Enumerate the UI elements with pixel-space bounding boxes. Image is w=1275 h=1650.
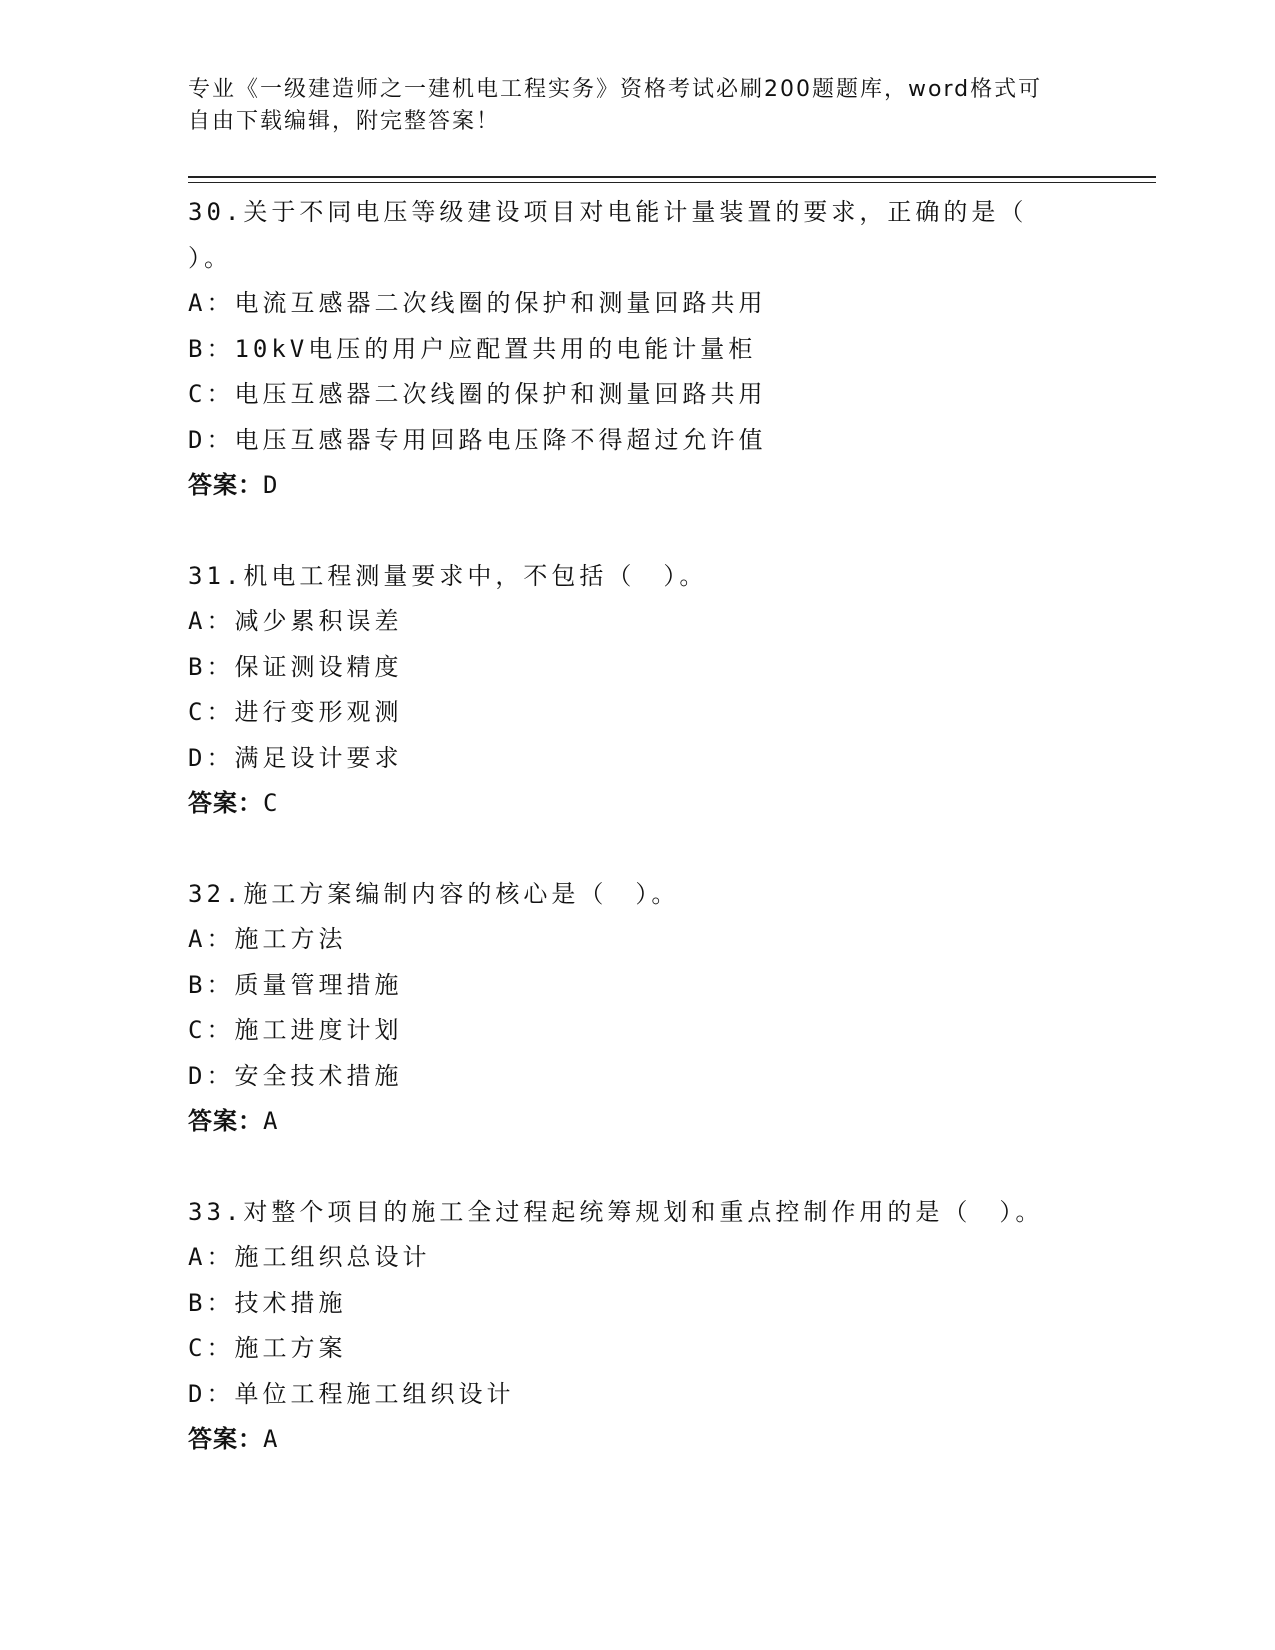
answer-label: 答案： xyxy=(188,471,263,499)
answer-label: 答案： xyxy=(188,789,263,817)
answer-value: A xyxy=(263,1107,279,1135)
question-32 xyxy=(188,872,1088,1145)
option-a: A：施工方法 xyxy=(188,925,347,953)
option-a: A：施工组织总设计 xyxy=(188,1243,431,1271)
option-d: D：安全技术措施 xyxy=(188,1061,403,1090)
answer-value: C xyxy=(263,789,279,817)
option-d: D：电压互感器专用回路电压降不得超过允许值 xyxy=(188,425,767,454)
question-title: 31.机电工程测量要求中，不包括（ ）。 xyxy=(188,561,708,590)
question-title: 32.施工方案编制内容的核心是（ ）。 xyxy=(188,879,680,908)
question-31 xyxy=(188,554,1088,827)
option-d: D：单位工程施工组织设计 xyxy=(188,1379,515,1408)
answer-value: A xyxy=(263,1425,279,1453)
option-d: D：满足设计要求 xyxy=(188,743,403,772)
question-title: 30.关于不同电压等级建设项目对电能计量装置的要求，正确的是（ xyxy=(188,198,1028,226)
question-spacer xyxy=(188,827,1088,872)
question-spacer xyxy=(188,509,1088,554)
header-divider-thin xyxy=(188,182,1156,183)
option-b: B：质量管理措施 xyxy=(188,970,403,999)
answer-value: D xyxy=(263,471,279,499)
answer-line xyxy=(188,781,1088,827)
option-c: C：进行变形观测 xyxy=(188,698,403,726)
option-c: C：电压互感器二次线圈的保护和测量回路共用 xyxy=(188,380,767,408)
answer-line xyxy=(188,1099,1088,1145)
option-a: A：电流互感器二次线圈的保护和测量回路共用 xyxy=(188,289,767,317)
option-c: C：施工方案 xyxy=(188,1334,347,1362)
answer-line xyxy=(188,1417,1088,1463)
option-a: A：减少累积误差 xyxy=(188,607,403,635)
header-line-2: 自由下载编辑，附完整答案！ xyxy=(188,109,501,134)
question-33 xyxy=(188,1190,1088,1463)
answer-label: 答案： xyxy=(188,1107,263,1135)
question-30 xyxy=(188,190,1088,509)
header-divider-thick xyxy=(188,176,1156,178)
question-list xyxy=(188,190,1088,1463)
option-b: B：10kV电压的用户应配置共用的电能计量柜 xyxy=(188,334,757,363)
answer-line xyxy=(188,463,1088,509)
question-spacer xyxy=(188,1145,1088,1190)
document-header xyxy=(188,74,1068,138)
option-c: C：施工进度计划 xyxy=(188,1016,403,1044)
option-b: B：保证测设精度 xyxy=(188,652,403,681)
header-line-1: 专业《一级建造师之一建机电工程实务》资格考试必刷200题题库，word格式可 xyxy=(188,77,1043,102)
question-title: 33.对整个项目的施工全过程起统筹规划和重点控制作用的是（ ）。 xyxy=(188,1197,1044,1226)
question-title-continued: ）。 xyxy=(188,243,232,272)
option-b: B：技术措施 xyxy=(188,1288,347,1317)
answer-label: 答案： xyxy=(188,1425,263,1453)
